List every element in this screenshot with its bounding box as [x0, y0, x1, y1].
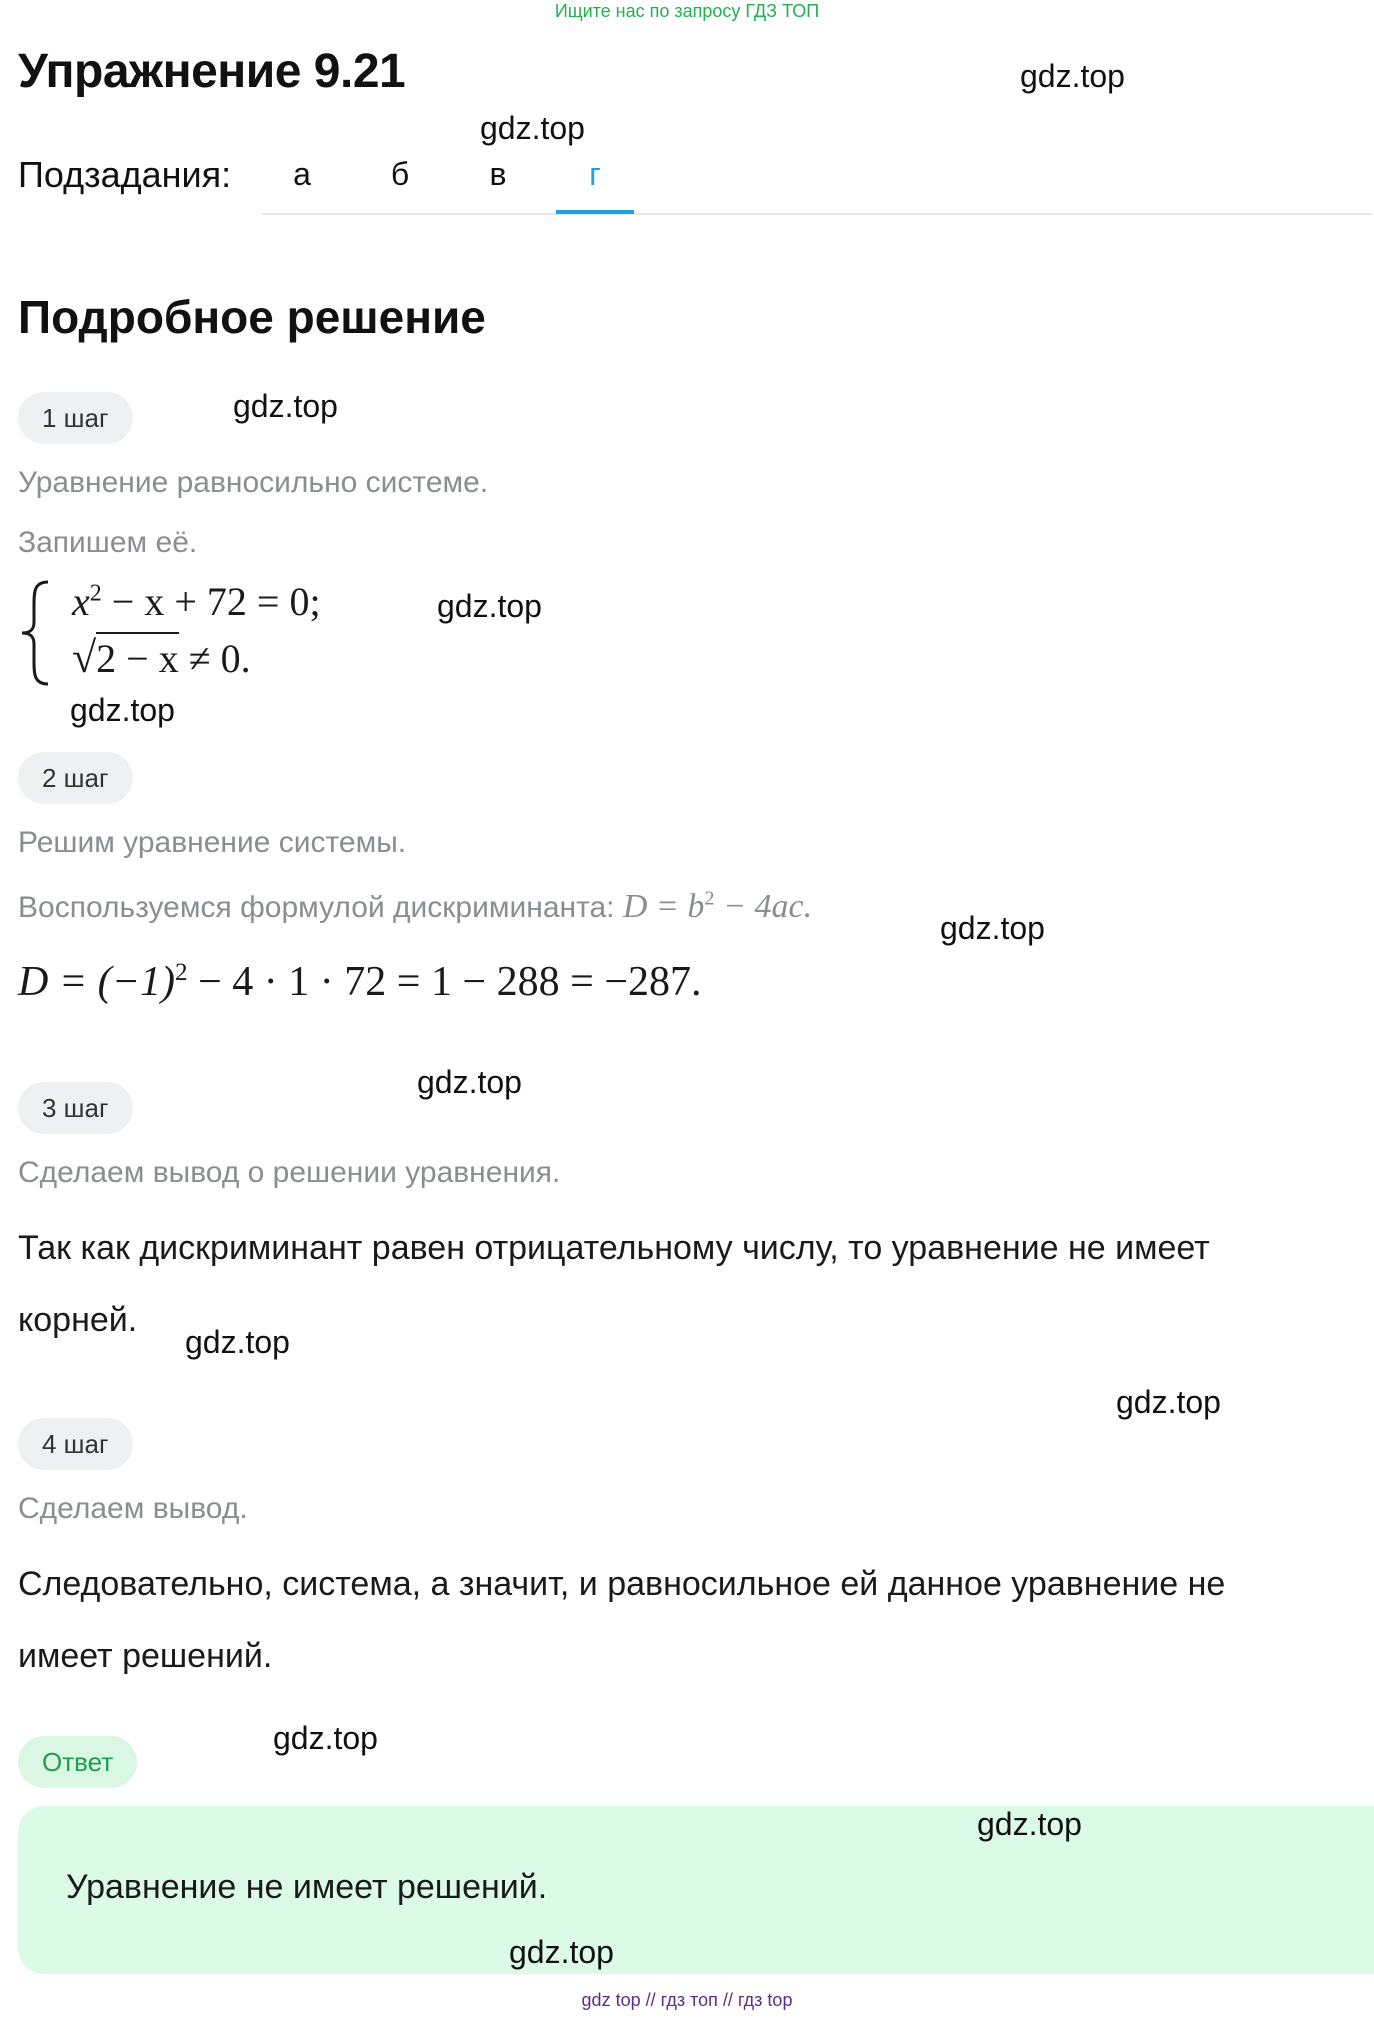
- step-3-text-2: корней.: [18, 1301, 138, 1339]
- step-2-line-1: Решим уравнение системы.: [18, 826, 407, 859]
- tabs-divider: [262, 213, 1372, 215]
- step-3-text-1: Так как дискриминант равен отрицательному числу, то уравнение не имеет: [18, 1229, 1210, 1267]
- answer-badge: Ответ: [18, 1736, 137, 1788]
- watermark: gdz.top: [273, 1720, 378, 1756]
- active-tab-indicator: [556, 210, 634, 214]
- answer-text: Уравнение не имеет решений.: [66, 1868, 548, 1906]
- watermark: gdz.top: [480, 110, 585, 146]
- watermark: gdz.top: [940, 910, 1045, 946]
- step-1-badge: 1 шаг: [18, 392, 133, 444]
- subtasks-label: Подзадания:: [18, 154, 232, 195]
- system-equation-2: √2 − x ≠ 0.: [72, 633, 251, 682]
- system-brace: [18, 578, 54, 693]
- tab-v[interactable]: в: [489, 156, 507, 192]
- watermark: gdz.top: [1020, 58, 1125, 94]
- watermark: gdz.top: [509, 1934, 614, 1970]
- footer-links: gdz top // гдз топ // гдз top: [581, 1990, 793, 2010]
- watermark: gdz.top: [70, 692, 175, 728]
- step-3-badge: 3 шаг: [18, 1082, 133, 1134]
- step-4-line-1: Сделаем вывод.: [18, 1492, 248, 1525]
- step-4-badge: 4 шаг: [18, 1418, 133, 1470]
- watermark: gdz.top: [977, 1806, 1082, 1842]
- system-equation-1: $x^2 - x + 72 = 0$;: [72, 579, 321, 624]
- step-2-line-2: Воспользуемся формулой дискриминанта: $D = b^2 - 4ac$.: [18, 887, 813, 925]
- tab-a[interactable]: а: [293, 156, 311, 192]
- step-1-line-1: Уравнение равносильно системе.: [18, 466, 489, 499]
- step-3-line-1: Сделаем вывод о решении уравнения.: [18, 1156, 561, 1189]
- watermark: gdz.top: [233, 388, 338, 424]
- tab-g[interactable]: г: [589, 156, 601, 192]
- watermark: gdz.top: [437, 588, 542, 624]
- discriminant-calculation: $D = (-1)^2 - 4 \cdot 1 \cdot 72 = 1 - 288 = -287$.: [18, 959, 702, 1005]
- step-2-badge: 2 шаг: [18, 752, 133, 804]
- page-title: Упражнение 9.21: [18, 45, 406, 98]
- step-1-line-2: Запишем её.: [18, 526, 198, 559]
- watermark: gdz.top: [417, 1064, 522, 1100]
- step-4-text-2: имеет решений.: [18, 1637, 273, 1675]
- search-hint: Ищите нас по запросу ГДЗ ТОП: [554, 1, 820, 21]
- watermark: gdz.top: [185, 1324, 290, 1360]
- solution-title: Подробное решение: [18, 291, 486, 343]
- tab-b[interactable]: б: [390, 156, 410, 192]
- step-4-text-1: Следовательно, система, а значит, и равносильное ей данное уравнение не: [18, 1565, 1226, 1603]
- watermark: gdz.top: [1116, 1384, 1221, 1420]
